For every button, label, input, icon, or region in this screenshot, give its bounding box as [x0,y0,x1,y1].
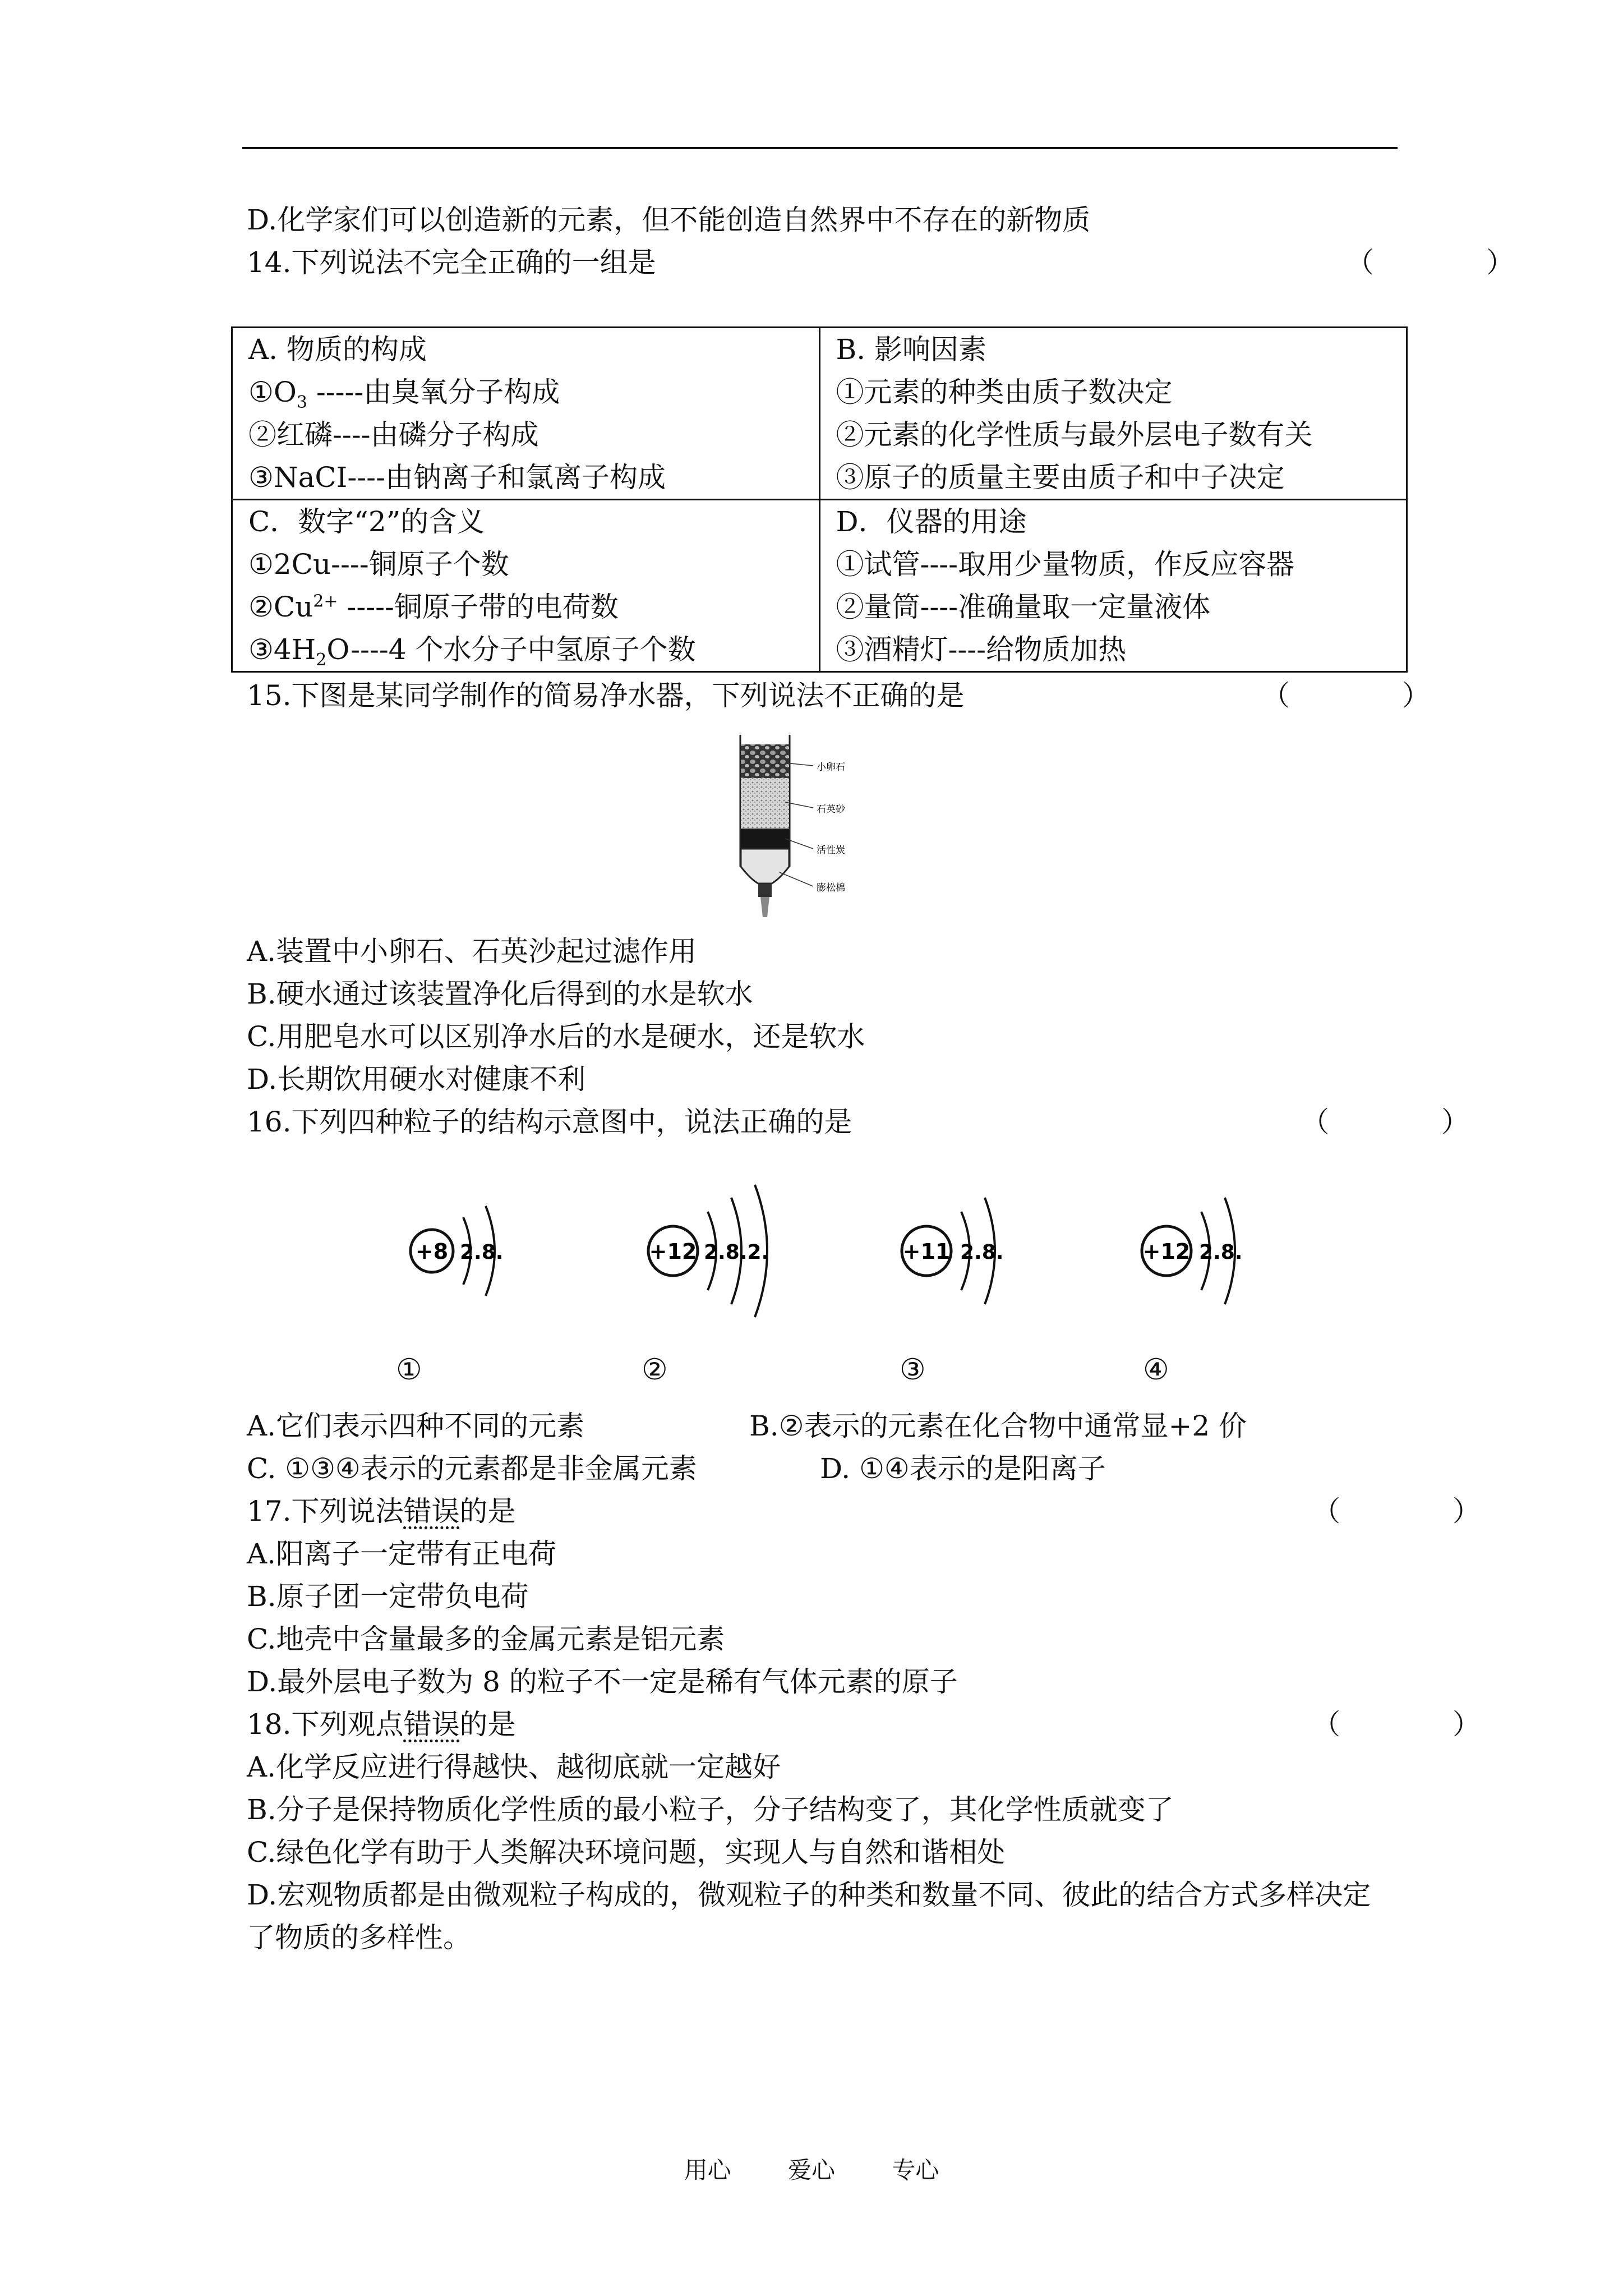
footer-word-2: 爱心 [787,2156,835,2184]
q14-c-line2-post: -----铜原子带的电荷数 [338,591,619,623]
footer-word-3: 专心 [892,2156,939,2184]
q14-a-title: A. 物质的构成 [248,333,427,366]
outlet-tube [758,884,772,897]
q18-option-d: D.宏观物质都是由微观粒子构成的，微观粒子的种类和数量不同、彼此的结合方式多样决定 [247,1879,1371,1911]
header-rule [242,147,1398,149]
q14-c-line2-sup: 2+ [313,591,338,611]
q17-stem-pre: 17.下列说法 [247,1495,404,1527]
atom-1-charge: +8 [415,1239,449,1264]
q14-b-line1: ①元素的种类由质子数决定 [836,376,1173,408]
q16-option-b: B.②表示的元素在化合物中通常显+2 价 [749,1410,1247,1442]
sand-layer [741,778,789,829]
q18-stem-mark: 错误 [403,1708,460,1741]
q16-option-a: A.它们表示四种不同的元素 [247,1410,585,1442]
q14-options-table [231,326,1408,673]
q18-stem [247,1706,516,1742]
q17-option-b: B.原子团一定带负电荷 [247,1580,529,1613]
q14-c-line1: ①2Cu----铜原子个数 [248,548,509,581]
q14-c-line3 [248,628,805,671]
atom-1-shells: 2.8. [460,1241,504,1264]
q18-stem-pre: 18.下列观点 [247,1708,404,1741]
bottle-shape [740,735,790,917]
q14-c-line2 [248,586,805,628]
q17-option-d: D.最外层电子数为 8 的粒子不一定是稀有气体元素的原子 [247,1665,958,1698]
q18-answer-paren: （ ） [1312,1708,1481,1741]
q16-option-c: C. ①③④表示的元素都是非金属元素 [247,1452,697,1485]
footer-word-1: 用心 [684,2156,731,2184]
q15-option-c: C.用肥皂水可以区别净水后的水是硬水，还是软水 [247,1020,865,1053]
q15-answer-paren: （ ） [1262,679,1430,712]
label-pebble: 小卵石 [817,762,845,773]
q16-stem: 16.下列四种粒子的结构示意图中，说法正确的是 [247,1106,852,1138]
q14-a-line3: ③NaCI----由钠离子和氯离子构成 [248,461,666,494]
q16-option-d: D. ①④表示的是阳离子 [820,1452,1106,1485]
q15-stem: 15.下图是某同学制作的简易净水器，下列说法不正确的是 [247,679,965,712]
water-filter-figure [729,732,914,934]
atom-label-1: ① [396,1353,422,1387]
q13-option-d: D.化学家们可以创造新的元素，但不能创造自然界中不存在的新物质 [247,204,1091,236]
q14-a-line1-post: -----由臭氧分子构成 [307,376,560,408]
charcoal-layer [741,829,789,849]
q18-stem-post: 的是 [459,1708,516,1741]
q14-d-line1: ①试管----取用少量物质，作反应容器 [836,548,1295,581]
q15-option-b: B.硬水通过该装置净化后得到的水是软水 [247,978,753,1010]
q15-option-a: A.装置中小卵石、石英沙起过滤作用 [247,935,697,968]
q14-b-line3: ③原子的质量主要由质子和中子决定 [836,461,1285,494]
atom-label-4: ④ [1143,1353,1169,1387]
q18-option-b: B.分子是保持物质化学性质的最小粒子，分子结构变了，其化学性质就变了 [247,1793,1174,1826]
q14-cell-b [819,328,1407,500]
q14-c-line3-sub: 2 [316,650,327,670]
q17-option-c: C.地壳中含量最多的金属元素是铝元素 [247,1623,725,1655]
q14-c-title: C．数字“2”的含义 [248,505,485,538]
q14-a-line2: ②红磷----由磷分子构成 [248,418,539,451]
q14-a-line1 [248,371,805,413]
q14-c-line3-post: O----4 个水分子中氢原子个数 [326,633,696,666]
q18-option-a: A.化学反应进行得越快、越彻底就一定越好 [247,1751,781,1783]
q15-option-d: D.长期饮用硬水对健康不利 [247,1063,586,1096]
page-footer [0,2152,1623,2185]
q14-c-line3-pre: ③4H [248,633,316,666]
cotton-layer [741,849,789,884]
q17-answer-paren: （ ） [1312,1495,1481,1527]
q14-a-line1-pre: ①O [248,376,297,408]
q14-b-title: B. 影响因素 [836,333,987,366]
atom-4-charge: +12 [1142,1239,1191,1264]
q14-b-line2: ②元素的化学性质与最外层电子数有关 [836,418,1313,451]
q14-cell-d [819,500,1407,672]
atom-structure-diagrams [336,1167,1290,1369]
q14-d-title: D．仪器的用途 [836,505,1027,538]
q16-answer-paren: （ ） [1301,1106,1469,1138]
q14-d-line2: ②量筒----准确量取一定量液体 [836,591,1211,623]
atom-3 [902,1198,1003,1304]
q14-cell-c [232,500,820,672]
atom-4 [1142,1198,1242,1304]
label-cotton: 膨松棉 [817,882,845,894]
label-charcoal: 活性炭 [817,845,845,856]
q18-option-c: C.绿色化学有助于人类解决环境问题，实现人与自然和谐相处 [247,1836,1006,1869]
q14-d-line3: ③酒精灯----给物质加热 [836,633,1127,666]
q17-stem-mark: 错误 [403,1495,460,1527]
q14-answer-paren: （ ） [1346,246,1514,279]
label-sand: 石英砂 [817,804,845,815]
q18-option-d-continued: 了物质的多样性。 [247,1921,471,1954]
atom-3-charge: +11 [902,1239,951,1264]
q17-stem [247,1493,516,1529]
atom-2 [648,1185,769,1317]
atom-2-shells: 2.8.2. [704,1241,769,1264]
q17-stem-post: 的是 [459,1495,516,1527]
q14-cell-a [232,328,820,500]
atom-1 [411,1206,503,1296]
pebble-layer [741,744,789,778]
atom-4-shells: 2.8. [1199,1241,1243,1264]
outlet-nozzle [760,897,769,917]
q14-stem: 14.下列说法不完全正确的一组是 [247,246,656,279]
atom-label-3: ③ [900,1353,926,1387]
q17-option-a: A.阳离子一定带有正电荷 [247,1538,557,1570]
atom-2-charge: +12 [649,1239,697,1264]
q14-a-line1-sub: 3 [296,393,307,412]
q14-c-line2-pre: ②Cu [248,591,313,623]
atom-label-2: ② [642,1353,668,1387]
atom-3-shells: 2.8. [960,1241,1004,1264]
